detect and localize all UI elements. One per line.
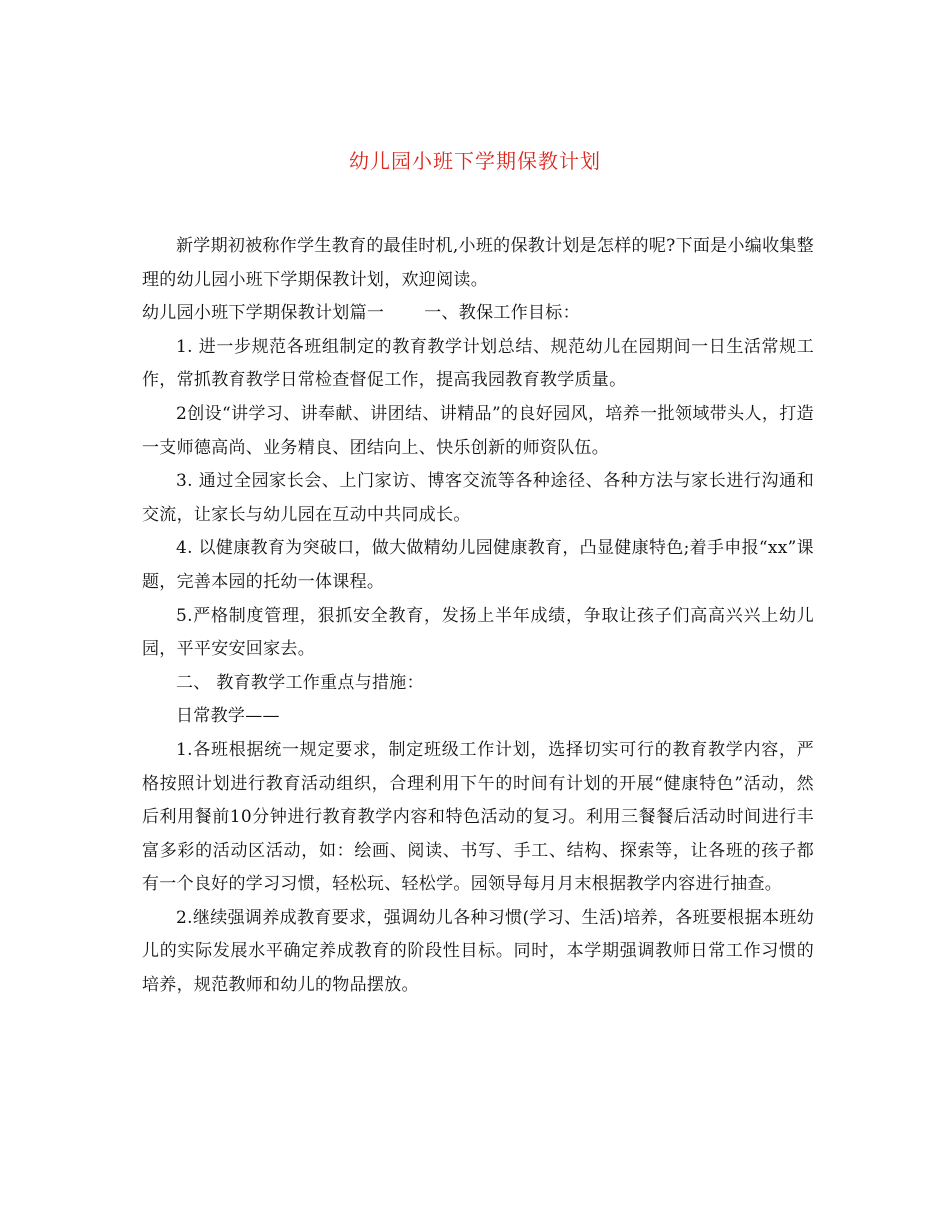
goal-item-3: 3. 通过全园家长会、上门家访、博客交流等各种途径、各种方法与家长进行沟通和交流，让家长与幼儿园在互动中共同成长。: [142, 471, 814, 525]
measure-item-2: 2.继续强调养成教育要求，强调幼儿各种习惯(学习、生活)培养，各班要根据本班幼儿的实际发展水平确定养成教育的阶段性目标。同时，本学期强调教师日常工作习惯的培养，规范教师和幼儿的物品摆放。: [142, 907, 814, 996]
document-body: [142, 230, 814, 1003]
goal-item-2: 2创设“讲学习、讲奉献、讲团结、讲精品”的良好园风，培养一批领域带头人，打造一支师德高尚、业务精良、团结向上、快乐创新的师资队伍。: [142, 403, 814, 458]
section-heading-part2: 一、教保工作目标：: [424, 303, 580, 324]
goal-item-5: 5.严格制度管理，狠抓安全教育，发扬上半年成绩，争取让孩子们高高兴兴上幼儿园，平平安安回家去。: [142, 605, 814, 660]
intro-paragraph: 新学期初被称作学生教育的最佳时机,小班的保教计划是怎样的呢?下面是小编收集整理的幼儿园小班下学期保教计划，欢迎阅读。: [142, 236, 814, 290]
goal-item-1: 1. 进一步规范各班组制定的教育教学计划总结、规范幼儿在园期间一日生活常规工作，常抓教育教学日常检查督促工作，提高我园教育教学质量。: [142, 336, 814, 391]
measure-item-1: 1.各班根据统一规定要求，制定班级工作计划，选择切实可行的教育教学内容，严格按照计划进行教育活动组织，合理利用下午的时间有计划的开展“健康特色”活动，然后利用餐前10分钟进行教育教学内容和特色活动的复习。利用三餐餐后活动时间进行丰富多彩的活动区活动，如：绘画、阅读、书写、手工、结构、探索等，让各班的孩子都有一个良好的学习习惯，轻松玩、轻松学。园领导每月月末根据教学内容进行抽查。: [142, 739, 814, 895]
daily-teaching-label: 日常教学——: [176, 706, 280, 727]
goal-item-4: 4. 以健康教育为突破口，做大做精幼儿园健康教育，凸显健康特色;着手申报“xx”课题，完善本园的托幼一体课程。: [142, 538, 814, 592]
document-title: 幼儿园小班下学期保教计划: [349, 149, 601, 173]
section-heading-line: [142, 297, 814, 331]
section-heading-part1: 幼儿园小班下学期保教计划篇一: [142, 303, 385, 324]
section2-heading: 二、 教育教学工作重点与措施：: [176, 672, 424, 693]
